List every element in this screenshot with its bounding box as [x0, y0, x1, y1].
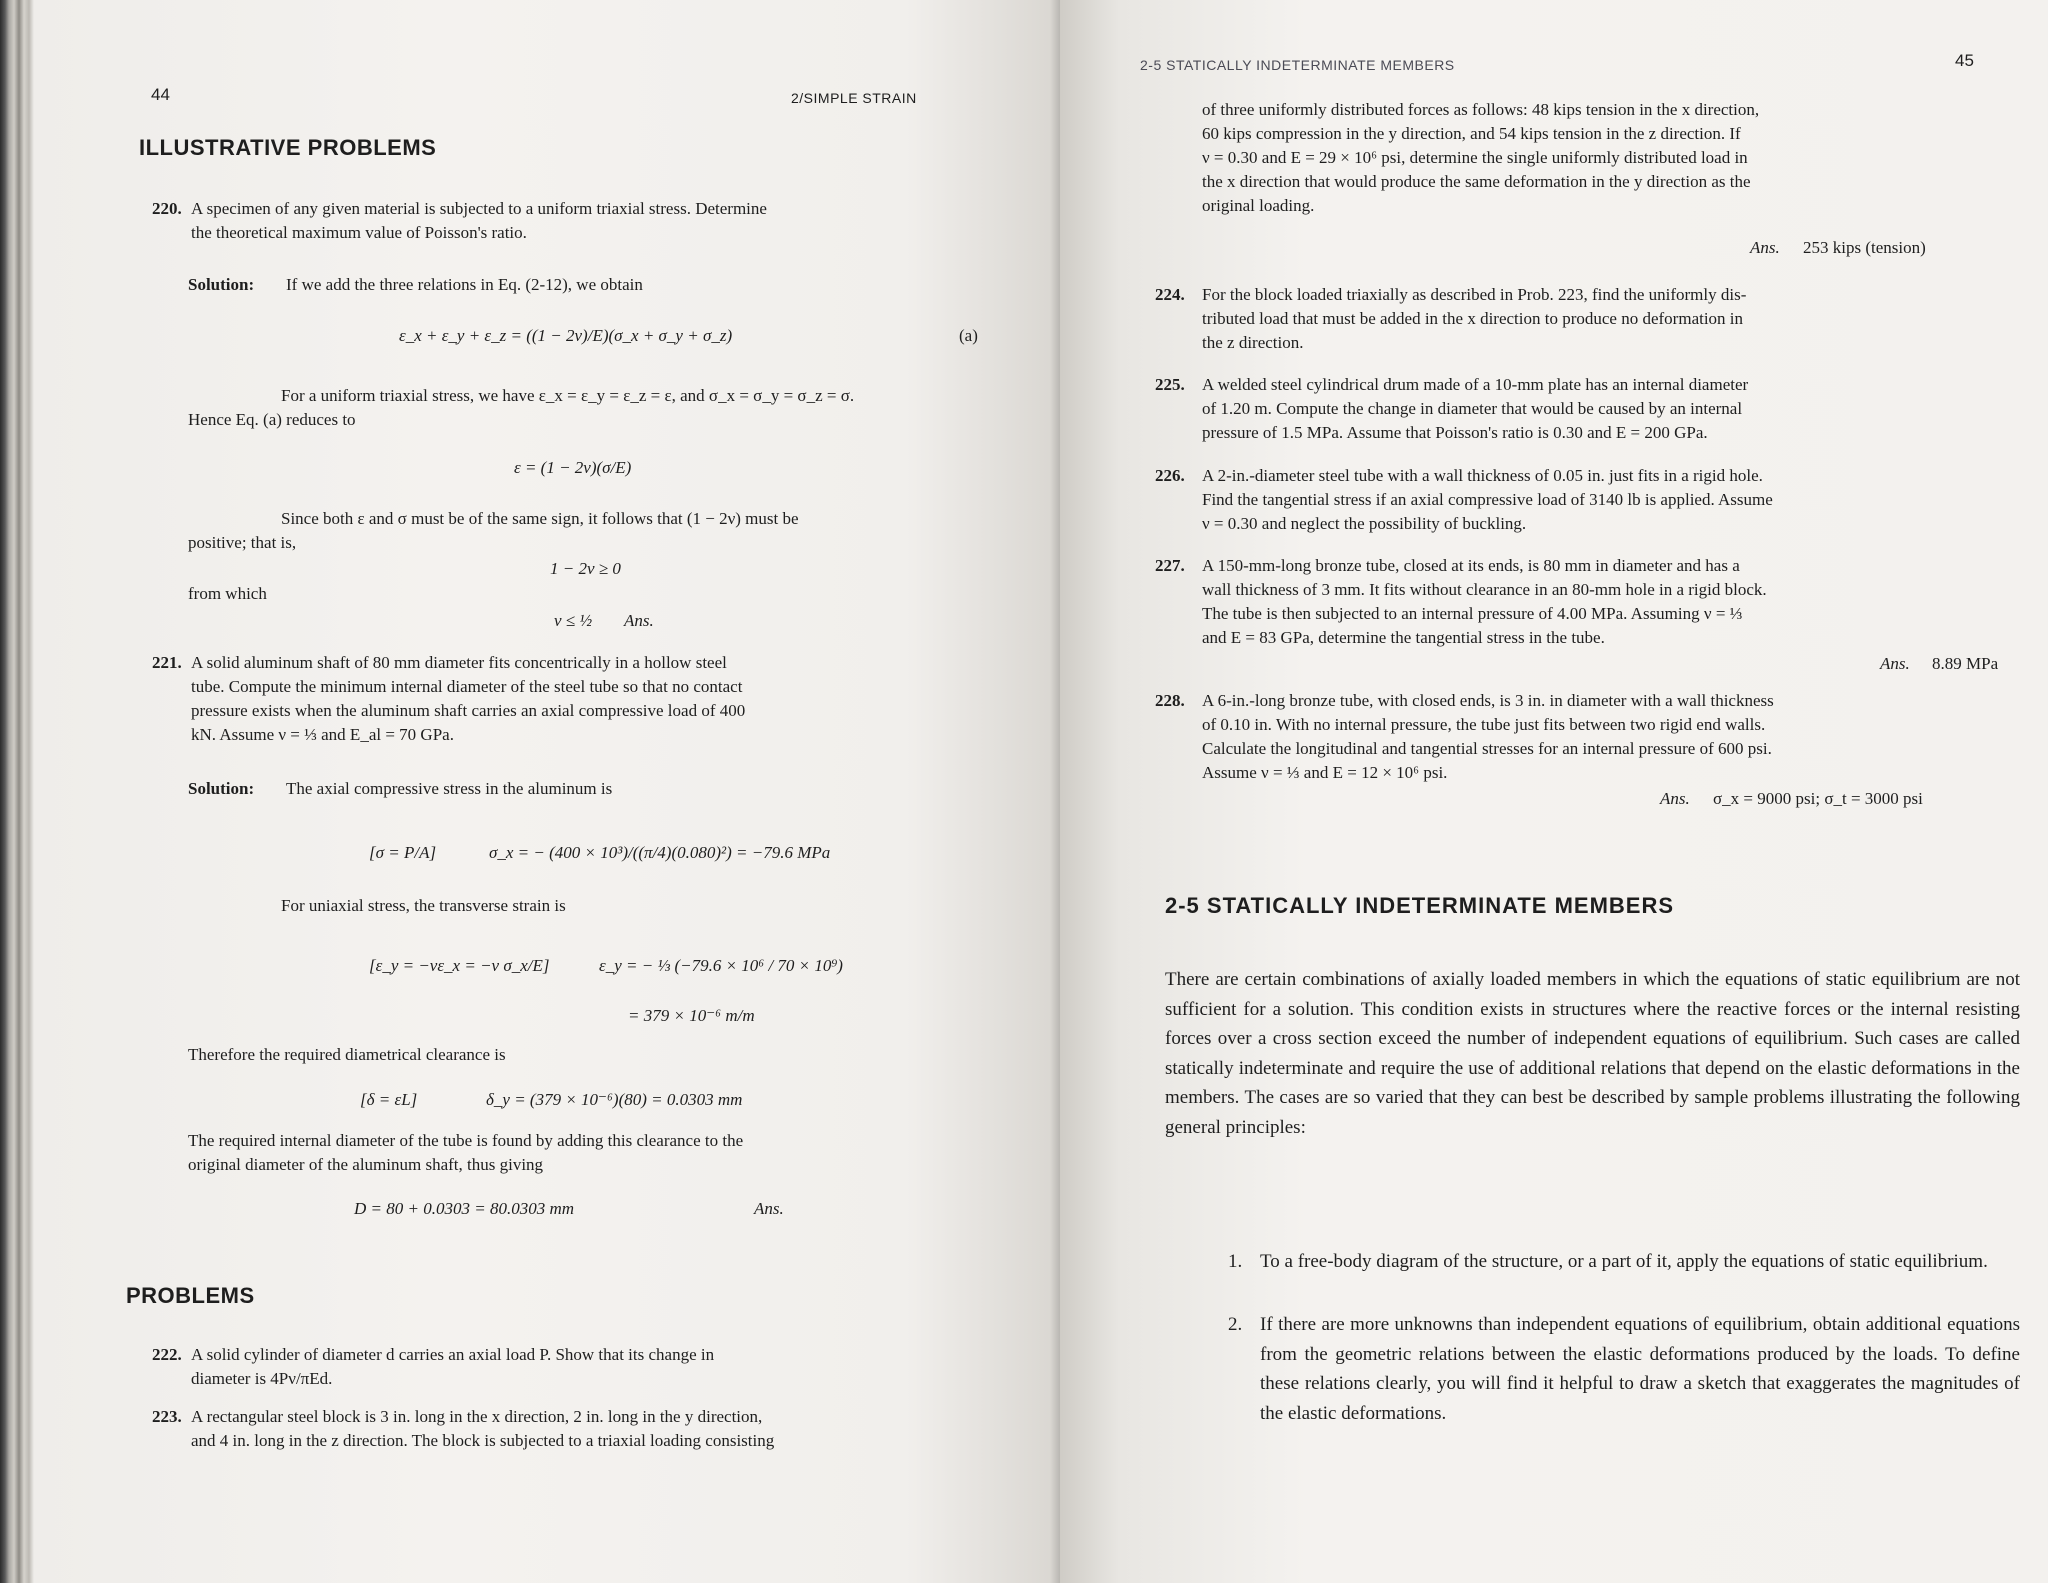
equation-clearance-value: δ_y = (379 × 10⁻⁶)(80) = 0.0303 mm [486, 1090, 743, 1109]
problem-220-text: A specimen of any given material is subjected to a uniform triaxial stress. Determine [191, 199, 767, 218]
problem-221-text: kN. Assume ν = ⅓ and E_al = 70 GPa. [191, 725, 454, 744]
problem-223-text: original loading. [1202, 196, 1315, 215]
problem-number-223: 223. [152, 1407, 182, 1426]
problem-228-text: Assume ν = ⅓ and E = 12 × 10⁶ psi. [1202, 763, 1448, 782]
answer-value-228: σ_x = 9000 psi; σ_t = 3000 psi [1713, 789, 1923, 808]
left-running-head: 2/SIMPLE STRAIN [791, 90, 917, 106]
answer-label: Ans. [1660, 789, 1690, 808]
equation-c: 1 − 2ν ≥ 0 [550, 559, 621, 578]
problem-number-225: 225. [1155, 375, 1185, 394]
section-paragraph: There are certain combinations of axially loaded members in which the equations of static equilibrium are not sufficient for a solution. This condition exists in structures where the reactive forces or the internal resisting forces over a cross section exceed the number of independent equations of equilibrium. Such cases are called statically indeterminate and require the use of additional relations that depend on the elastic deformations in the members. The cases are so varied that they can best be described by sample problems illustrating the following general principles: [1165, 969, 2020, 1138]
problem-number-226: 226. [1155, 466, 1185, 485]
left-page-number: 44 [151, 85, 170, 104]
equation-stress-value: σ_x = − (400 × 10³)/((π/4)(0.080)²) = −79.6 MPa [489, 843, 831, 862]
problem-number-220: 220. [152, 199, 182, 218]
right-page-number: 45 [1955, 51, 1974, 70]
answer-label: Ans. [754, 1199, 784, 1218]
left-page [34, 0, 1060, 1583]
solution-text: For a uniform triaxial stress, we have ε_x = ε_y = ε_z = ε, and σ_x = σ_y = σ_z = σ. [281, 386, 855, 405]
equation-clearance-def: [δ = εL] [360, 1090, 418, 1109]
answer-value-223: 253 kips (tension) [1803, 238, 1926, 257]
list-item-number: 1. [1228, 1251, 1243, 1272]
problem-225-text: A welded steel cylindrical drum made of a 10-mm plate has an internal diameter [1202, 375, 1749, 394]
problem-228-text: A 6-in.-long bronze tube, with closed ends, is 3 in. in diameter with a wall thickness [1202, 691, 1774, 710]
problem-223-text: the x direction that would produce the same deformation in the y direction as the [1202, 172, 1751, 191]
problem-223-text: of three uniformly distributed forces as follows: 48 kips tension in the x direction, [1202, 100, 1760, 119]
problem-223-text: ν = 0.30 and E = 29 × 10⁶ psi, determine the single uniformly distributed load in [1202, 148, 1748, 167]
problem-225-text: pressure of 1.5 MPa. Assume that Poisson's ratio is 0.30 and E = 200 GPa. [1202, 423, 1708, 442]
answer-label: Ans. [624, 611, 654, 630]
equation-a: ε_x + ε_y + ε_z = ((1 − 2ν)/E)(σ_x + σ_y + σ_z) [399, 326, 733, 345]
equation-stress-def: [σ = P/A] [369, 843, 437, 862]
right-running-head: 2-5 STATICALLY INDETERMINATE MEMBERS [1140, 57, 1455, 73]
list-item-number: 2. [1228, 1314, 1243, 1335]
solution-text: The required internal diameter of the tube is found by adding this clearance to the [188, 1131, 744, 1150]
section-title-illustrative: ILLUSTRATIVE PROBLEMS [139, 135, 437, 160]
equation-strain-def: [ε_y = −νε_x = −ν σ_x/E] [369, 956, 550, 975]
problem-222-text: diameter is 4Pν/πEd. [191, 1369, 333, 1388]
problem-228-text: Calculate the longitudinal and tangential stresses for an internal pressure of 600 psi. [1202, 739, 1772, 758]
problem-227-text: A 150-mm-long bronze tube, closed at its ends, is 80 mm in diameter and has a [1202, 556, 1740, 575]
solution-text: positive; that is, [188, 533, 297, 552]
problem-226-text: Find the tangential stress if an axial compressive load of 3140 lb is applied. Assume [1202, 490, 1773, 509]
solution-text: Hence Eq. (a) reduces to [188, 410, 356, 429]
problem-228-text: of 0.10 in. With no internal pressure, the tube just fits between two rigid end walls. [1202, 715, 1766, 734]
answer-value-227: 8.89 MPa [1932, 654, 1999, 673]
answer-label: Ans. [1880, 654, 1910, 673]
right-page [1060, 0, 2048, 1583]
problem-224-text: tributed load that must be added in the x direction to produce no deformation in [1202, 309, 1744, 328]
equation-strain-result: = 379 × 10⁻⁶ m/m [628, 1006, 755, 1025]
problem-227-text: and E = 83 GPa, determine the tangential stress in the tube. [1202, 628, 1605, 647]
problem-226-text: A 2-in.-diameter steel tube with a wall thickness of 0.05 in. just fits in a rigid hole. [1202, 466, 1763, 485]
section-title-statically-indeterminate: 2-5 STATICALLY INDETERMINATE MEMBERS [1165, 893, 1675, 918]
problem-226-text: ν = 0.30 and neglect the possibility of buckling. [1202, 514, 1527, 533]
solution-text: Since both ε and σ must be of the same sign, it follows that (1 − 2ν) must be [281, 509, 799, 528]
problem-220-text: the theoretical maximum value of Poisson's ratio. [191, 223, 527, 242]
problem-number-227: 227. [1155, 556, 1185, 575]
equation-d: ν ≤ ½ [554, 611, 593, 630]
solution-text: If we add the three relations in Eq. (2-12), we obtain [286, 275, 643, 294]
solution-text: original diameter of the aluminum shaft, thus giving [188, 1155, 544, 1174]
equation-strain-value: ε_y = − ⅓ (−79.6 × 10⁶ / 70 × 10⁹) [599, 956, 843, 975]
problem-221-text: pressure exists when the aluminum shaft carries an axial compressive load of 400 [191, 701, 746, 720]
section-title-problems: PROBLEMS [126, 1283, 255, 1308]
equation-b: ε = (1 − 2ν)(σ/E) [514, 458, 632, 477]
book-binding-edge [0, 0, 34, 1583]
problem-number-224: 224. [1155, 285, 1185, 304]
problem-227-text: The tube is then subjected to an internal pressure of 4.00 MPa. Assuming ν = ⅓ [1202, 604, 1743, 623]
problem-number-221: 221. [152, 653, 182, 672]
list-item: To a free-body diagram of the structure, or a part of it, apply the equations of static equilibrium. [1260, 1251, 1988, 1272]
answer-label: Ans. [1750, 238, 1780, 257]
solution-label: Solution: [188, 275, 255, 294]
problem-225-text: of 1.20 m. Compute the change in diameter that would be caused by an internal [1202, 399, 1743, 418]
problem-221-text: A solid aluminum shaft of 80 mm diameter fits concentrically in a hollow steel [191, 653, 727, 672]
solution-text: For uniaxial stress, the transverse strain is [281, 896, 566, 915]
problem-223-text: 60 kips compression in the y direction, and 54 kips tension in the z direction. If [1202, 124, 1741, 143]
problem-227-text: wall thickness of 3 mm. It fits without clearance in an 80-mm hole in a rigid block. [1202, 580, 1767, 599]
problem-223-text: and 4 in. long in the z direction. The block is subjected to a triaxial loading consisting [191, 1431, 775, 1450]
problem-number-222: 222. [152, 1345, 182, 1364]
problem-224-text: the z direction. [1202, 333, 1304, 352]
problem-222-text: A solid cylinder of diameter d carries an axial load P. Show that its change in [191, 1345, 715, 1364]
problem-224-text: For the block loaded triaxially as described in Prob. 223, find the uniformly dis- [1202, 285, 1747, 304]
problem-number-228: 228. [1155, 691, 1185, 710]
solution-text: from which [188, 584, 267, 603]
solution-label: Solution: [188, 779, 255, 798]
equation-tag-a: (a) [959, 326, 978, 345]
equation-final-diameter: D = 80 + 0.0303 = 80.0303 mm [354, 1199, 574, 1218]
list-item: If there are more unknowns than independent equations of equilibrium, obtain additional equations from the geometric relations between the elastic deformations produced by the loads. To define these relations clearly, you will find it helpful to draw a sketch that exaggerates the magnitudes of the elastic deformations. [1260, 1314, 2020, 1424]
problem-221-text: tube. Compute the minimum internal diameter of the steel tube so that no contact [191, 677, 743, 696]
solution-text: The axial compressive stress in the aluminum is [286, 779, 613, 798]
problem-223-text: A rectangular steel block is 3 in. long in the x direction, 2 in. long in the y direction, [191, 1407, 763, 1426]
solution-text: Therefore the required diametrical clearance is [188, 1045, 506, 1064]
